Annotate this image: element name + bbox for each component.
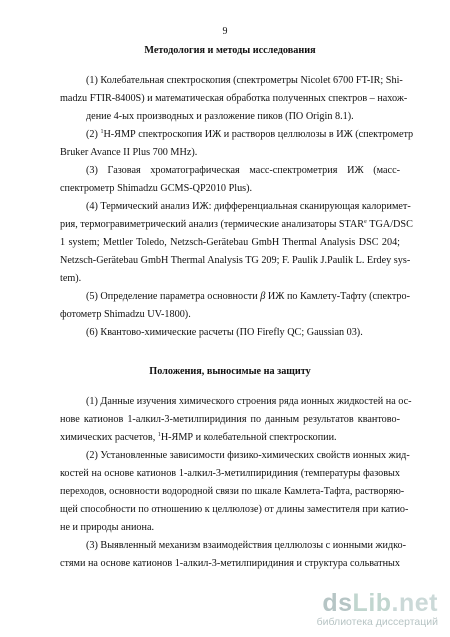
text-line: не и природы аниона. — [60, 522, 155, 533]
text-line: фотометр Shimadzu UV-1800). — [60, 309, 191, 320]
section-title-theses: Положения, выносимые на защиту — [149, 366, 311, 377]
dslib-logo: dsLib.net — [322, 589, 438, 617]
text-line: (1) Колебательная спектроскопия (спектрометры Nicolet 6700 FT-IR; Shi- — [86, 75, 403, 86]
text-line: (3) Выявленный механизм взаимодействия целлюлозы с ионными жидко- — [86, 540, 407, 551]
text-line: (5) Определение параметра основности β ИЖ по Камлету-Тафту (спектро- — [86, 291, 410, 302]
text-line: дение 4-ых производных и разложение пиков (ПО Origin 8.1). — [86, 111, 354, 122]
text-line: Netzsch-Gerätebau GmbH Thermal Analysis TG 209; F. Paulik J.Paulik L. Erdey sys- — [60, 255, 411, 266]
text-line: нове катионов 1-алкил-3-метилпиридиния по данным результатов квантово- — [60, 414, 400, 425]
section-title-methodology: Методология и методы исследования — [144, 45, 316, 56]
text-line: щей способности по отношению к целлюлозе) от длины заместителя при катио- — [60, 504, 409, 515]
text-line: химических расчетов, $^1$Н-ЯМР и колебательной спектроскопии. — [60, 432, 337, 443]
text-line: (6) Квантово-химические расчеты (ПО Firefly QC; Gaussian 03). — [86, 327, 363, 338]
text-line: костей на основе катионов 1-алкил-3-метилпиридиния (температуры фазовых — [60, 468, 400, 479]
text-line: спектрометр Shimadzu GCMS-QP2010 Plus). — [60, 183, 253, 194]
dslib-watermark — [317, 590, 438, 629]
text-line: Bruker Avance II Plus 700 MHz). — [60, 147, 198, 158]
text-line: (1) Данные изучения химического строения ряда ионных жидкостей на ос- — [86, 396, 412, 407]
text-line: стями на основе катионов 1-алкил-3-метилпиридиния и структура сольватных — [60, 558, 400, 569]
text-line: 1 system; Mettler Toledo, Netzsch-Gerätebau GmbH Thermal Analysis DSC 204; — [60, 237, 400, 248]
text-line: (2) Установленные зависимости физико-химических свойств ионных жид- — [86, 450, 410, 461]
text-line: (4) Термический анализ ИЖ: дифференциальная сканирующая калоримет- — [86, 201, 411, 212]
text-line: рия, термогравиметрический анализ (термические анализаторы $STAR^е$ TGA/DSC — [60, 219, 413, 230]
text-line: (3) Газовая хроматографическая масс-спектрометрия ИЖ (масс- — [86, 165, 400, 176]
text-line: (2) $^1$Н-ЯМР спектроскопия ИЖ и растворов целлюлозы в ИЖ (спектрометр — [86, 129, 414, 140]
dslib-subtitle: библиотека диссертаций — [316, 616, 438, 628]
text-line: переходов, основности водородной связи по шкале Камлета-Тафта, растворяю- — [60, 486, 405, 497]
text-line: tem). — [60, 273, 82, 284]
page-number: 9 — [222, 26, 228, 37]
text-line: madzu FTIR-8400S) и математическая обработка полученных спектров – нахож- — [60, 93, 408, 104]
